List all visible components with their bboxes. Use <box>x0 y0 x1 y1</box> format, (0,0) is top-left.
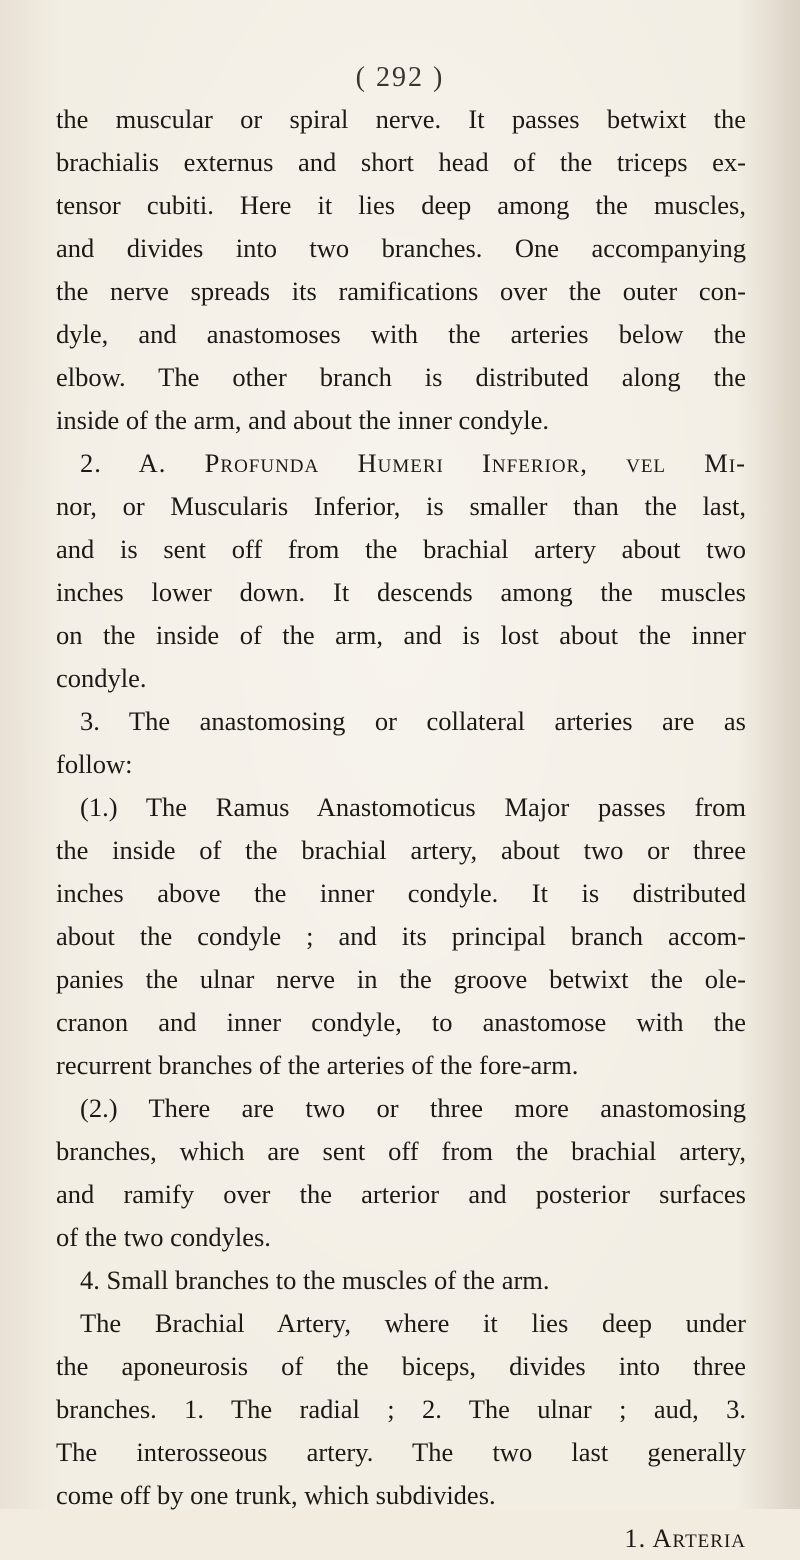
page-number-header: ( 292 ) <box>355 62 445 93</box>
text-line: tensor cubiti. Here it lies deep among the muscles, <box>56 190 746 220</box>
text-line: The Brachial Artery, where it lies deep under <box>80 1308 746 1338</box>
text-line: and is sent off from the brachial artery about two <box>56 534 746 564</box>
text-line: elbow. The other branch is distributed along the <box>56 362 746 392</box>
text-line: branches, which are sent off from the brachial artery, <box>56 1136 746 1166</box>
text-line: panies the ulnar nerve in the groove betwixt the ole- <box>56 964 746 994</box>
text-line: (2.) There are two or three more anastomosing <box>80 1093 746 1123</box>
text-line: come off by one trunk, which subdivides. <box>56 1480 496 1510</box>
text-line: 1. Arteria <box>624 1523 746 1553</box>
text-line: the nerve spreads its ramifications over the outer con- <box>56 276 746 306</box>
text-line: brachialis externus and short head of the triceps ex- <box>56 147 746 177</box>
text-line: recurrent branches of the arteries of the fore-arm. <box>56 1050 579 1080</box>
text-line: and ramify over the arterior and posterior surfaces <box>56 1179 746 1209</box>
text-line: follow: <box>56 749 133 779</box>
text-line: 2. A. Profunda Humeri Inferior, vel Mi- <box>80 448 746 478</box>
text-line: 4. Small branches to the muscles of the arm. <box>80 1265 550 1295</box>
text-line: about the condyle ; and its principal branch accom- <box>56 921 746 951</box>
text-line: nor, or Muscularis Inferior, is smaller than the last, <box>56 491 746 521</box>
text-line: on the inside of the arm, and is lost about the inner <box>56 620 746 650</box>
text-line: and divides into two branches. One accompanying <box>56 233 746 263</box>
text-line: (1.) The Ramus Anastomoticus Major passes from <box>80 792 746 822</box>
text-line: condyle. <box>56 663 147 693</box>
text-line: cranon and inner condyle, to anastomose with the <box>56 1007 746 1037</box>
text-line: inches lower down. It descends among the muscles <box>56 577 746 607</box>
text-line: branches. 1. The radial ; 2. The ulnar ; aud, 3. <box>56 1394 746 1424</box>
text-line: The interosseous artery. The two last generally <box>56 1437 746 1467</box>
text-line: dyle, and anastomoses with the arteries below the <box>56 319 746 349</box>
text-line: the aponeurosis of the biceps, divides into three <box>56 1351 746 1381</box>
body-text <box>56 98 746 1560</box>
text-line: the muscular or spiral nerve. It passes betwixt the <box>56 104 746 134</box>
text-line: the inside of the brachial artery, about two or three <box>56 835 746 865</box>
text-line: inside of the arm, and about the inner condyle. <box>56 405 550 435</box>
text-line: inches above the inner condyle. It is distributed <box>56 878 746 908</box>
text-line: of the two condyles. <box>56 1222 271 1252</box>
text-line: 3. The anastomosing or collateral arteries are as <box>80 706 746 736</box>
